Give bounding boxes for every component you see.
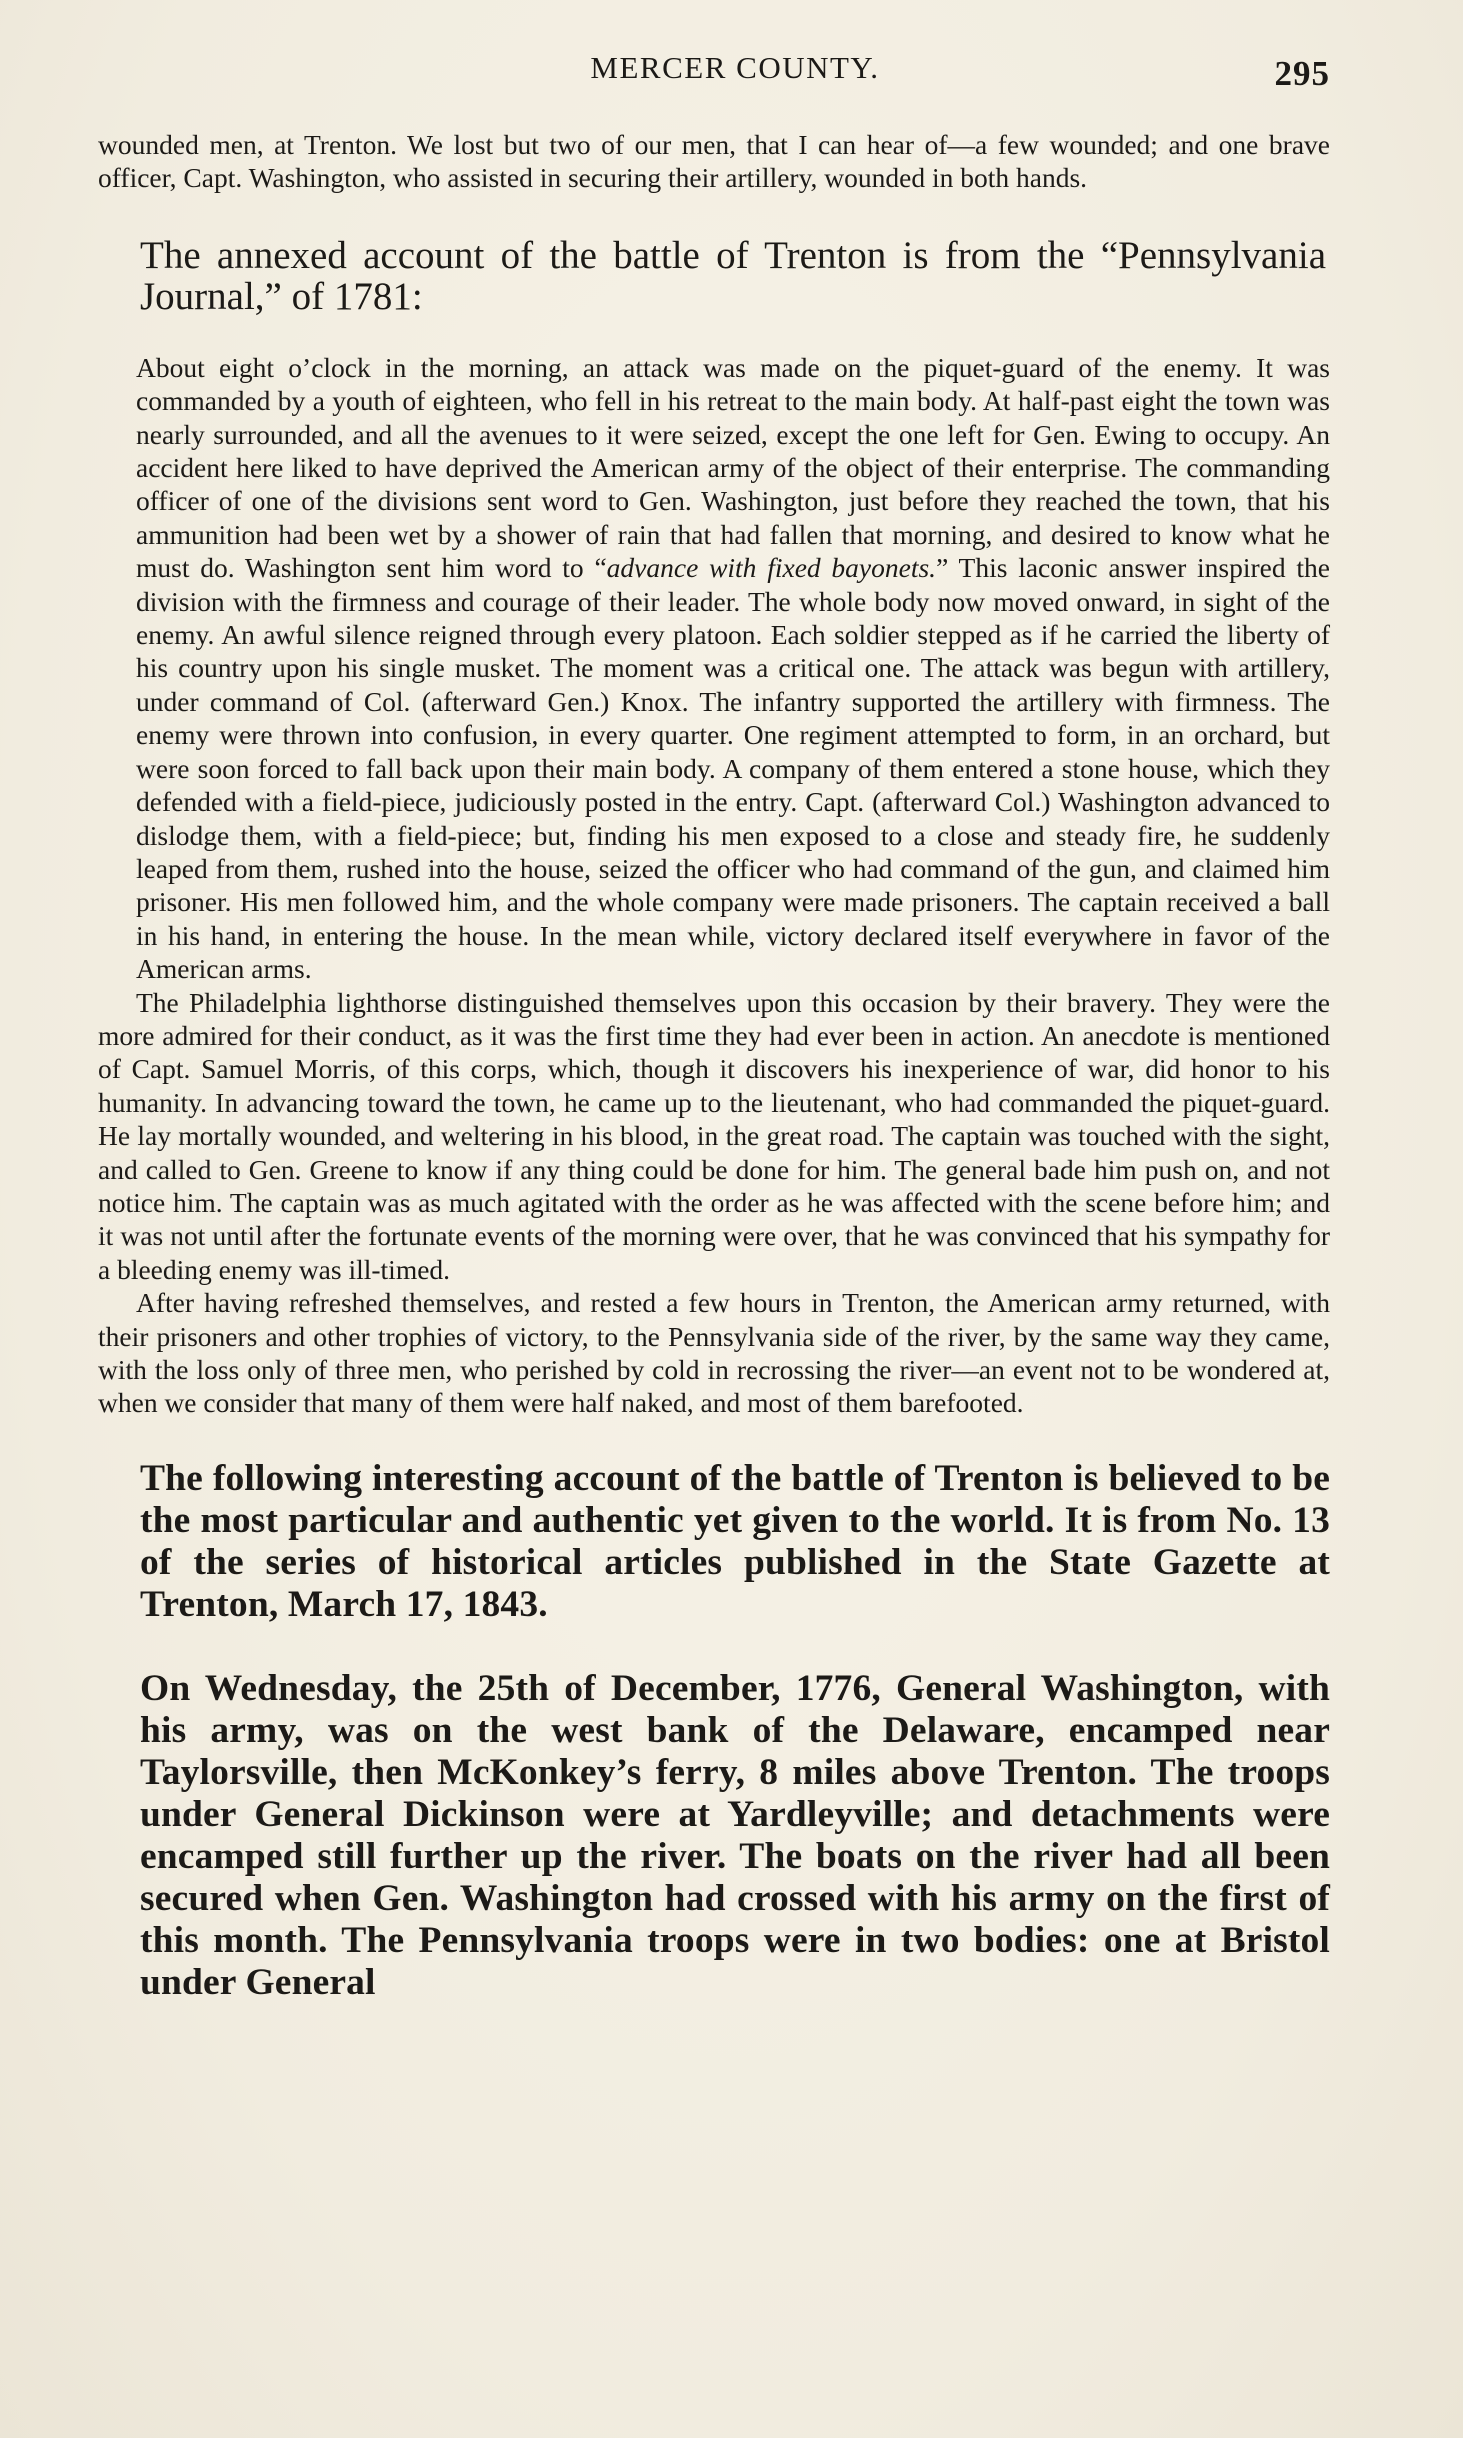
gazette-account: On Wednesday, the 25th of December, 1776, General Washington, with his army, was on the west bank of the Delaware, encamped near Taylorsville, then McKonkey’s ferry, 8 miles above Trenton. The troops under General Dickinson were at Yardleyville; and detachments were encamped still further up the river. The boats on the river had all been secured when Gen. Washington had crossed with his army on the first of this month. The Pennsylvania troops were in two bodies: one at Bristol under General xyxy=(140,1667,1330,2003)
journal-p1-part-b: ” This laconic answer inspired the division with the firmness and courage of their leader. The whole body now moved onward, in sight of the enemy. An awful silence reigned through every platoon. Each soldier stepped as if he carried the liberty of his country upon his single musket. The moment was a critical one. The attack was begun with artillery, under command of Col. (afterward Gen.) Knox. The infantry supported the artillery with firmness. The enemy were thrown into confusion, in every quarter. One regiment attempted to form, in an orchard, but were soon forced to fall back upon their main body. A company of them entered a stone house, which they defended with a field-piece, judiciously posted in the entry. Capt. (afterward Col.) Washington advanced to dislodge them, with a field-piece; but, finding his men exposed to a close and steady fire, he suddenly leaped from them, rushed into the house, seized the officer who had command of the gun, and claimed him prisoner. His men followed him, and the whole company were made prisoners. The captain received a ball in his hand, in entering the house. In the mean while, victory declared itself everywhere in favor of the American arms. xyxy=(136,552,1331,985)
page-header xyxy=(140,44,1330,94)
continuation-paragraph: wounded men, at Trenton. We lost but two of our men, that I can hear of—a few wounded; and one brave officer, Capt. Washington, who assisted in securing their artillery, wounded in both hands. xyxy=(98,129,1330,194)
journal-paragraph-2: The Philadelphia lighthorse distinguished themselves upon this occasion by their bravery. They were the more admired for their conduct, as it was the first time they had ever been in action. An anecdote is mentioned of Capt. Samuel Morris, of this corps, which, though it discovers his inexperience of war, did honor to his humanity. In advancing toward the town, he came up to the lieutenant, who had commanded the piquet-guard. He lay mortally wounded, and weltering in his blood, in the great road. The captain was touched with the sight, and called to Gen. Greene to know if any thing could be done for him. The general bade him push on, and not notice him. The captain was as much agitated with the order as he was affected with the scene before him; and it was not until after the fortunate events of the morning were over, that he was convinced that his sympathy for a bleeding enemy was ill-timed. xyxy=(98,986,1330,1285)
page-number: 295 xyxy=(1274,54,1330,93)
gazette-intro-block xyxy=(98,1458,1330,1626)
journal-intro: The annexed account of the battle of Trenton is from the “Pennsylvania Journal,” of 1781: xyxy=(140,233,1326,318)
journal-p1-part-a: About eight o’clock in the morning, an attack was made on the piquet-guard of the enemy. It was commanded by a youth of eighteen, who fell in his retreat to the main body. At half-past eight the town was nearly surrounded, and all the avenues to it were seized, except the one left for Gen. Ewing to occupy. An accident here liked to have deprived the American army of the object of their enterprise. The commanding officer of one of the divisions sent word to Gen. Washington, just before they reached the town, that his ammunition had been wet by a shower of rain that had fallen that morning, and desired to know what he must do. Washington sent him word to “ xyxy=(136,351,1330,584)
journal-p1-italic: advance with fixed bayonets. xyxy=(606,552,937,584)
journal-account xyxy=(98,351,1330,1420)
gazette-account-block xyxy=(98,1668,1330,2004)
journal-paragraph-3: After having refreshed themselves, and rested a few hours in Trenton, the American army returned, with their prisoners and other trophies of victory, to the Pennsylvania side of the river, by the same way they came, with the loss only of three men, who perished by cold in recrossing the river—an event not to be wondered at, when we consider that many of them were half naked, and most of them barefooted. xyxy=(98,1287,1330,1419)
journal-paragraph-1 xyxy=(98,351,1330,986)
running-head: MERCER COUNTY. xyxy=(590,50,880,85)
journal-intro-block xyxy=(98,235,1330,317)
gazette-intro: The following interesting account of the battle of Trenton is believed to be the most particular and authentic yet given to the world. It is from No. 13 of the series of historical articles published in the State Gazette at Trenton, March 17, 1843. xyxy=(140,1457,1330,1625)
body-text xyxy=(98,120,1330,2004)
